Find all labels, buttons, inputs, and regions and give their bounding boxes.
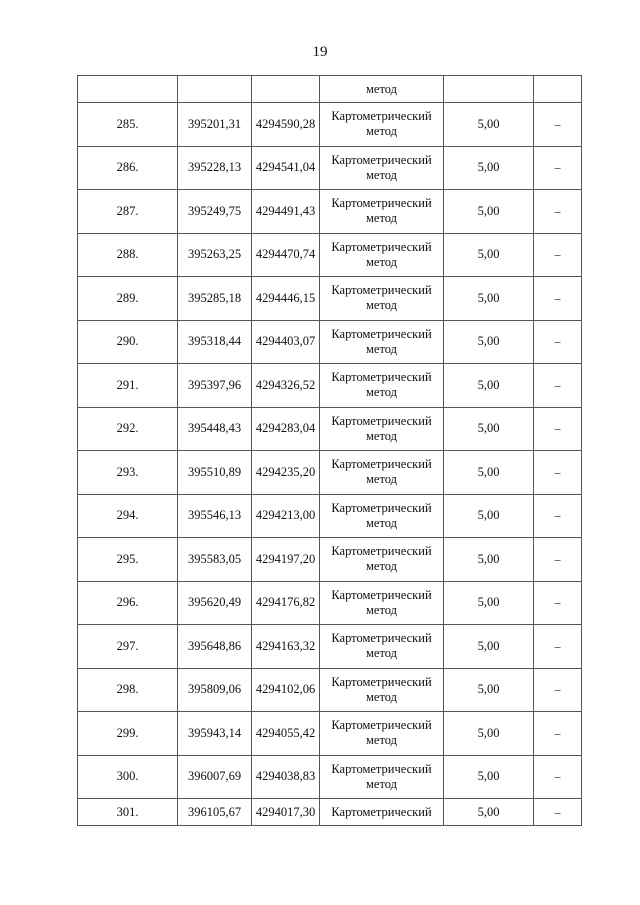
method-line-1: Картометрический [331, 196, 432, 211]
cell-y: 4294283,04 [252, 407, 320, 451]
cell-number: 287. [78, 190, 178, 234]
cell-y [252, 76, 320, 103]
cell-method [320, 233, 444, 277]
table-row [78, 755, 582, 799]
cell-x: 395448,43 [178, 407, 252, 451]
method-line-1: Картометрический [331, 283, 432, 298]
cell-number [78, 76, 178, 103]
method-line-1: Картометрический [331, 370, 432, 385]
cell-accuracy: 5,00 [444, 538, 534, 582]
cell-accuracy: 5,00 [444, 103, 534, 147]
cell-description: – [534, 755, 582, 799]
method-line-1: Картометрический [331, 413, 432, 428]
cell-number: 285. [78, 103, 178, 147]
cell-number: 301. [78, 799, 178, 826]
cell-accuracy: 5,00 [444, 320, 534, 364]
table-row-carry-over [78, 76, 582, 103]
cell-accuracy: 5,00 [444, 407, 534, 451]
cell-method [320, 668, 444, 712]
cell-y: 4294541,04 [252, 146, 320, 190]
cell-description: – [534, 190, 582, 234]
cell-x: 395249,75 [178, 190, 252, 234]
cell-accuracy [444, 76, 534, 103]
table-row [78, 407, 582, 451]
cell-method [320, 407, 444, 451]
cell-accuracy: 5,00 [444, 277, 534, 321]
cell-accuracy: 5,00 [444, 190, 534, 234]
cell-description: – [534, 799, 582, 826]
method-line-2: метод [365, 428, 397, 443]
cell-y: 4294017,30 [252, 799, 320, 826]
cell-accuracy: 5,00 [444, 146, 534, 190]
cell-number: 290. [78, 320, 178, 364]
cell-y: 4294102,06 [252, 668, 320, 712]
cell-method [320, 190, 444, 234]
method-line-1: Картометрический [331, 631, 432, 646]
method-line-1: Картометрический [331, 544, 432, 559]
cell-method [320, 625, 444, 669]
cell-x: 396105,67 [178, 799, 252, 826]
cell-method [320, 581, 444, 625]
table-row [78, 712, 582, 756]
cell-x: 395318,44 [178, 320, 252, 364]
cell-description: – [534, 233, 582, 277]
table-row [78, 233, 582, 277]
method-line-2: метод [365, 559, 397, 574]
method-line-1: Картометрический [331, 457, 432, 472]
coordinates-table [77, 75, 582, 826]
cell-number: 291. [78, 364, 178, 408]
cell-x [178, 76, 252, 103]
method-line-1: Картометрический [331, 500, 432, 515]
method-line-1: Картометрический [331, 239, 432, 254]
cell-method: Картометрический [320, 799, 444, 826]
cell-number: 296. [78, 581, 178, 625]
cell-x: 395201,31 [178, 103, 252, 147]
method-line-1: Картометрический [331, 326, 432, 341]
cell-x: 395809,06 [178, 668, 252, 712]
method-line-2: метод [365, 689, 397, 704]
method-line-1: Картометрический [331, 718, 432, 733]
coordinates-table-body [78, 76, 582, 826]
method-line-1: Картометрический [331, 109, 432, 124]
cell-description: – [534, 581, 582, 625]
method-line-2: метод [365, 515, 397, 530]
cell-method [320, 494, 444, 538]
method-line-1: Картометрический [331, 152, 432, 167]
cell-accuracy: 5,00 [444, 451, 534, 495]
page-number: 19 [312, 44, 328, 60]
cell-description: – [534, 494, 582, 538]
cell-x: 396007,69 [178, 755, 252, 799]
table-row [78, 581, 582, 625]
cell-method [320, 103, 444, 147]
cell-accuracy: 5,00 [444, 581, 534, 625]
cell-description: – [534, 320, 582, 364]
method-line-2: метод [365, 776, 397, 791]
cell-number: 292. [78, 407, 178, 451]
cell-y: 4294235,20 [252, 451, 320, 495]
cell-accuracy: 5,00 [444, 755, 534, 799]
method-line-1: Картометрический [331, 674, 432, 689]
cell-description: – [534, 625, 582, 669]
cell-x: 395648,86 [178, 625, 252, 669]
cell-method [320, 146, 444, 190]
cell-accuracy: 5,00 [444, 233, 534, 277]
cell-description: – [534, 538, 582, 582]
cell-number: 300. [78, 755, 178, 799]
cell-number: 286. [78, 146, 178, 190]
cell-accuracy: 5,00 [444, 668, 534, 712]
table-row [78, 364, 582, 408]
method-line-2: метод [365, 298, 397, 313]
cell-y: 4294446,15 [252, 277, 320, 321]
table-row [78, 190, 582, 234]
method-line-2: метод [365, 211, 397, 226]
cell-x: 395583,05 [178, 538, 252, 582]
cell-description: – [534, 407, 582, 451]
cell-number: 298. [78, 668, 178, 712]
cell-description: – [534, 668, 582, 712]
method-line-1: Картометрический [331, 587, 432, 602]
table-row [78, 668, 582, 712]
cell-description: – [534, 712, 582, 756]
cell-x: 395263,25 [178, 233, 252, 277]
method-line-2: метод [365, 385, 397, 400]
cell-accuracy: 5,00 [444, 364, 534, 408]
method-line-2: метод [365, 646, 397, 661]
cell-y: 4294403,07 [252, 320, 320, 364]
cell-number: 293. [78, 451, 178, 495]
cell-x: 395620,49 [178, 581, 252, 625]
cell-accuracy: 5,00 [444, 712, 534, 756]
method-line-2: метод [365, 602, 397, 617]
cell-method [320, 755, 444, 799]
cell-method [320, 364, 444, 408]
method-line-2: метод [365, 341, 397, 356]
cell-number: 288. [78, 233, 178, 277]
cell-y: 4294163,32 [252, 625, 320, 669]
method-line-2: метод [365, 733, 397, 748]
cell-method [320, 538, 444, 582]
cell-y: 4294176,82 [252, 581, 320, 625]
cell-y: 4294197,20 [252, 538, 320, 582]
table-row [78, 146, 582, 190]
cell-y: 4294055,42 [252, 712, 320, 756]
cell-x: 395943,14 [178, 712, 252, 756]
cell-number: 295. [78, 538, 178, 582]
method-line-1: Картометрический [331, 761, 432, 776]
cell-y: 4294590,28 [252, 103, 320, 147]
cell-y: 4294491,43 [252, 190, 320, 234]
cell-number: 299. [78, 712, 178, 756]
cell-x: 395397,96 [178, 364, 252, 408]
cell-x: 395510,89 [178, 451, 252, 495]
cell-x: 395228,13 [178, 146, 252, 190]
cell-accuracy: 5,00 [444, 494, 534, 538]
cell-description: – [534, 451, 582, 495]
cell-method [320, 277, 444, 321]
cell-y: 4294326,52 [252, 364, 320, 408]
cell-accuracy: 5,00 [444, 799, 534, 826]
method-line-2: метод [365, 124, 397, 139]
table-row [78, 103, 582, 147]
cell-method [320, 712, 444, 756]
table-row [78, 277, 582, 321]
cell-accuracy: 5,00 [444, 625, 534, 669]
method-line-2: метод [365, 472, 397, 487]
method-line-2: метод [365, 167, 397, 182]
cell-number: 289. [78, 277, 178, 321]
table-row [78, 538, 582, 582]
cell-y: 4294213,00 [252, 494, 320, 538]
cell-number: 294. [78, 494, 178, 538]
table-row [78, 625, 582, 669]
table-row [78, 451, 582, 495]
table-row [78, 320, 582, 364]
cell-description [534, 76, 582, 103]
cell-method [320, 320, 444, 364]
cell-x: 395285,18 [178, 277, 252, 321]
cell-description: – [534, 103, 582, 147]
cell-number: 297. [78, 625, 178, 669]
cell-y: 4294038,83 [252, 755, 320, 799]
cell-description: – [534, 364, 582, 408]
table-row [78, 494, 582, 538]
cell-description: – [534, 146, 582, 190]
cell-method: метод [320, 76, 444, 103]
cell-method [320, 451, 444, 495]
cell-description: – [534, 277, 582, 321]
cell-x: 395546,13 [178, 494, 252, 538]
cell-y: 4294470,74 [252, 233, 320, 277]
table-row-last [78, 799, 582, 826]
method-line-2: метод [365, 254, 397, 269]
